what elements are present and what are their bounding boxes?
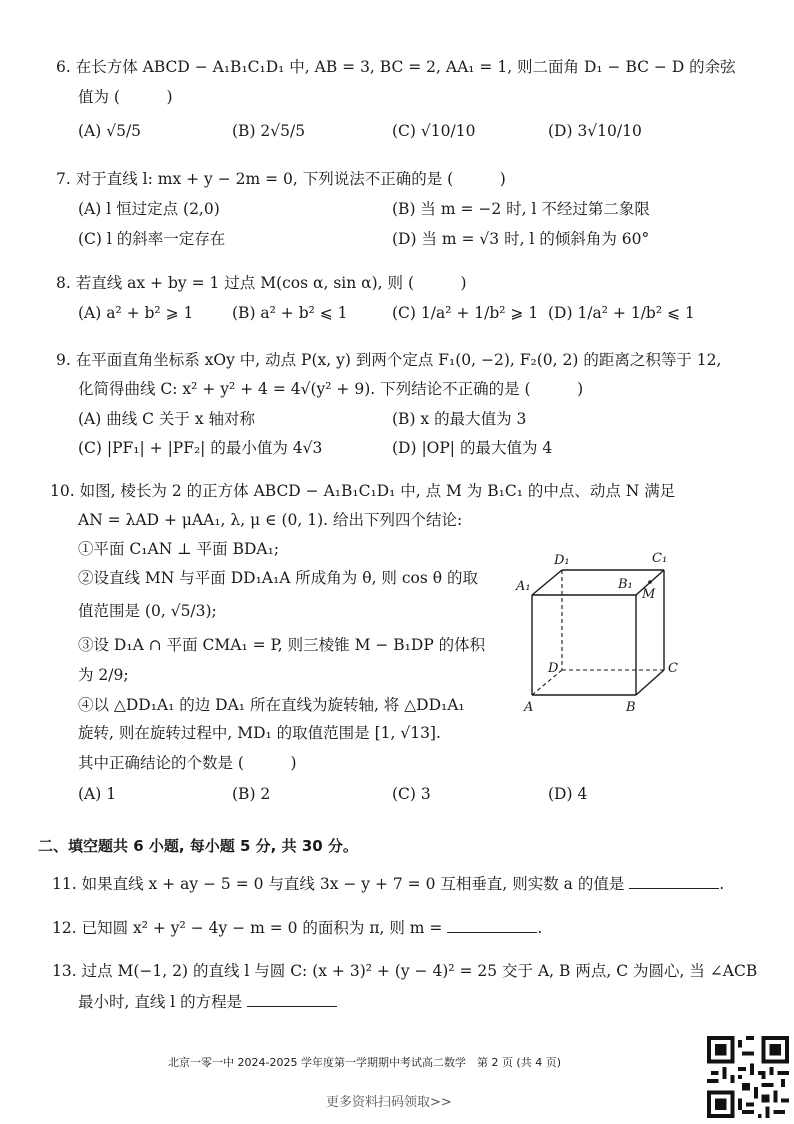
q9-option-b: (B) x 的最大值为 3 [392, 410, 527, 428]
q8-option-b: (B) a² + b² ⩽ 1 [232, 304, 348, 322]
label-b1: B₁ [618, 577, 633, 592]
label-d1: D₁ [554, 553, 570, 568]
q11-end: . [719, 875, 725, 893]
q6-stem-line2: 值为 ( ) [78, 88, 173, 106]
edge-bc [636, 670, 664, 695]
q10-stem-line1: 10. 如图, 棱长为 2 的正方体 ABCD − A₁B₁C₁D₁ 中, 点 M 为 B₁C₁ 的中点、动点 N 满足 [50, 482, 676, 500]
label-c: C [668, 661, 678, 676]
q7-option-d: (D) 当 m = √3 时, l 的倾斜角为 60° [392, 230, 650, 248]
q13-stem-line2: 最小时, 直线 l 的方程是 [78, 993, 243, 1011]
q10-statement-1: ①平面 C₁AN ⊥ 平面 BDA₁; [78, 540, 280, 558]
q9-option-c: (C) |PF₁| + |PF₂| 的最小值为 4√3 [78, 439, 323, 457]
q13-line2 [78, 991, 337, 1013]
label-d: D [548, 661, 559, 676]
q9-option-d: (D) |OP| 的最大值为 4 [392, 439, 553, 457]
q11-stem: 11. 如果直线 x + ay − 5 = 0 与直线 3x − y + 7 = 0 互相垂直, 则实数 a 的值是 [52, 875, 625, 893]
q7-option-a: (A) l 恒过定点 (2,0) [78, 200, 220, 218]
q12 [52, 917, 542, 939]
q7-stem: 7. 对于直线 l: mx + y − 2m = 0, 下列说法不正确的是 ( ) [56, 170, 506, 188]
label-a1: A₁ [516, 579, 531, 594]
q13-answer-blank[interactable] [247, 992, 337, 1007]
edge-a1d1 [532, 570, 562, 595]
q10-option-c: (C) 3 [392, 785, 431, 803]
page-footer: 北京一零一中 2024-2025 学年度第一学期期中考试高二数学 第 2 页 (共 4 页) [168, 1056, 562, 1069]
q10-statement-2b: 值范围是 (0, √5/3); [78, 602, 217, 620]
q12-answer-blank[interactable] [447, 918, 537, 933]
q7-option-c: (C) l 的斜率一定存在 [78, 230, 226, 248]
q12-stem: 12. 已知圆 x² + y² − 4y − m = 0 的面积为 π, 则 m = [52, 919, 443, 937]
q10-statement-4b: 旋转, 则在旋转过程中, MD₁ 的取值范围是 [1, √13]. [78, 724, 441, 742]
q10-option-d: (D) 4 [548, 785, 588, 803]
q8-option-a: (A) a² + b² ⩾ 1 [78, 304, 194, 322]
q11-answer-blank[interactable] [629, 874, 719, 889]
q10-statement-2a: ②设直线 MN 与平面 DD₁A₁A 所成角为 θ, 则 cos θ 的取 [78, 569, 479, 587]
q8-stem: 8. 若直线 ax + by = 1 过点 M(cos α, sin α), 则 ( ) [56, 274, 467, 292]
label-a: A [524, 700, 534, 715]
q12-end: . [537, 919, 543, 937]
q11 [52, 873, 724, 895]
point-m [648, 580, 652, 584]
q10-statement-4a: ④以 △DD₁A₁ 的边 DA₁ 所在直线为旋转轴, 将 △DD₁A₁ [78, 696, 465, 714]
q6-stem-line1: 6. 在长方体 ABCD − A₁B₁C₁D₁ 中, AB = 3, BC = 2, AA₁ = 1, 则二面角 D₁ − BC − D 的余弦 [56, 58, 736, 76]
q10-option-a: (A) 1 [78, 785, 117, 803]
label-c1: C₁ [652, 551, 668, 566]
label-b: B [626, 700, 636, 715]
q7-option-b: (B) 当 m = −2 时, l 不经过第二象限 [392, 200, 650, 218]
q13-stem-line1: 13. 过点 M(−1, 2) 的直线 l 与圆 C: (x + 3)² + (y − 4)² = 25 交于 A, B 两点, C 为圆心, 当 ∠ACB [52, 962, 758, 980]
q9-option-a: (A) 曲线 C 关于 x 轴对称 [78, 410, 256, 428]
q6-option-b: (B) 2√5/5 [232, 122, 306, 140]
q10-statement-3b: 为 2/9; [78, 666, 129, 684]
qr-code-icon[interactable] [707, 1036, 789, 1118]
q10-stem-line2: AN = λAD + μAA₁, λ, μ ∈ (0, 1). 给出下列四个结论: [78, 511, 463, 529]
label-m: M [642, 587, 656, 602]
q8-option-d: (D) 1/a² + 1/b² ⩽ 1 [548, 304, 695, 322]
q10-statement-3a: ③设 D₁A ∩ 平面 CMA₁ = P, 则三棱锥 M − B₁DP 的体积 [78, 636, 486, 654]
q9-stem-line2: 化简得曲线 C: x² + y² + 4 = 4√(y² + 9). 下列结论不正确的是 ( ) [78, 380, 584, 398]
q6-option-a: (A) √5/5 [78, 122, 142, 140]
q10-option-b: (B) 2 [232, 785, 271, 803]
q9-stem-line1: 9. 在平面直角坐标系 xOy 中, 动点 P(x, y) 到两个定点 F₁(0, −2), F₂(0, 2) 的距离之积等于 12, [56, 351, 722, 369]
q6-option-c: (C) √10/10 [392, 122, 476, 140]
section-2-heading: 二、填空题共 6 小题, 每小题 5 分, 共 30 分。 [38, 837, 358, 855]
q6-option-d: (D) 3√10/10 [548, 122, 642, 140]
q8-option-c: (C) 1/a² + 1/b² ⩾ 1 [392, 304, 539, 322]
q10-ask: 其中正确结论的个数是 ( ) [78, 754, 297, 772]
cube-figure [500, 540, 700, 720]
more-resources-link[interactable]: 更多资料扫码领取>> [326, 1095, 452, 1110]
